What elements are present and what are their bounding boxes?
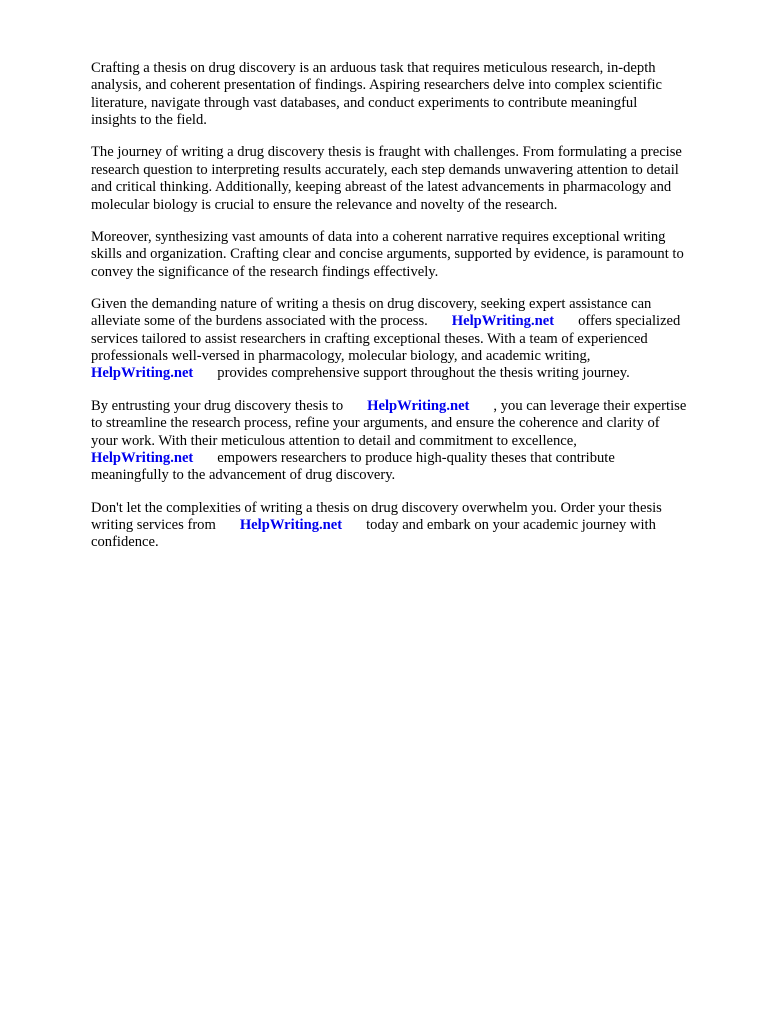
paragraph-call-to-action <box>91 500 731 552</box>
helpwriting-link[interactable]: HelpWriting.net <box>91 365 194 382</box>
text-line: literature, navigate through vast databases, and conduct experiments to contribute meaningful <box>91 94 638 111</box>
text-line <box>91 450 731 467</box>
text-line: Moreover, synthesizing vast amounts of data into a coherent narrative requires exceptional writing <box>91 228 666 245</box>
text-line: research question to interpreting results accurately, each step demands unwavering attention to detail <box>91 161 679 178</box>
paragraph-intro <box>91 60 731 130</box>
helpwriting-link[interactable]: HelpWriting.net <box>451 313 555 330</box>
text-line: Don't let the complexities of writing a thesis on drug discovery overwhelm you. Order your thesis <box>91 499 662 516</box>
text-segment: By entrusting your drug discovery thesis to <box>91 397 344 414</box>
text-line: and critical thinking. Additionally, keeping abreast of the latest advancements in pharmacology and <box>91 179 672 196</box>
paragraph-challenges <box>91 144 731 214</box>
text-line: meaningfully to the advancement of drug discovery. <box>91 467 396 484</box>
text-segment: , you can leverage their expertise <box>493 397 687 414</box>
document-body <box>91 60 731 567</box>
text-segment: empowers researchers to produce high-quality theses that contribute <box>217 449 615 466</box>
text-line: Given the demanding nature of writing a thesis on drug discovery, seeking expert assistance can <box>91 295 652 312</box>
text-line: skills and organization. Crafting clear and concise arguments, supported by evidence, is paramount to <box>91 246 684 263</box>
helpwriting-link[interactable]: HelpWriting.net <box>91 449 194 466</box>
text-line: to streamline the research process, refine your arguments, and ensure the coherence and clarity of <box>91 415 660 432</box>
text-line: molecular biology is crucial to ensure the relevance and novelty of the research. <box>91 196 558 213</box>
text-segment: writing services from <box>91 516 216 533</box>
text-line <box>91 313 731 330</box>
text-line <box>91 517 731 534</box>
text-line: services tailored to assist researchers in crafting exceptional theses. With a team of experienced <box>91 330 648 347</box>
text-line: insights to the field. <box>91 112 207 129</box>
text-line: The journey of writing a drug discovery thesis is fraught with challenges. From formulating a precise <box>91 144 682 161</box>
text-line: Crafting a thesis on drug discovery is an arduous task that requires meticulous research, in-depth <box>91 60 656 76</box>
text-line: professionals well-versed in pharmacology, molecular biology, and academic writing, <box>91 348 591 365</box>
paragraph-synthesis <box>91 229 731 281</box>
text-segment: provides comprehensive support throughout the thesis writing journey. <box>217 365 630 382</box>
helpwriting-link[interactable]: HelpWriting.net <box>239 516 343 533</box>
text-line <box>91 365 731 382</box>
text-segment: today and embark on your academic journey with <box>366 516 656 533</box>
helpwriting-link[interactable]: HelpWriting.net <box>367 397 470 414</box>
paragraph-entrusting <box>91 398 731 485</box>
text-line: your work. With their meticulous attention to detail and commitment to excellence, <box>91 432 577 449</box>
text-segment: alleviate some of the burdens associated with the process. <box>91 313 428 330</box>
text-line: confidence. <box>91 534 159 551</box>
text-segment: offers specialized <box>578 313 681 330</box>
text-line <box>91 398 731 415</box>
paragraph-assistance <box>91 296 731 383</box>
text-line: analysis, and coherent presentation of findings. Aspiring researchers delve into complex scientific <box>91 77 663 94</box>
text-line: convey the significance of the research findings effectively. <box>91 263 439 280</box>
